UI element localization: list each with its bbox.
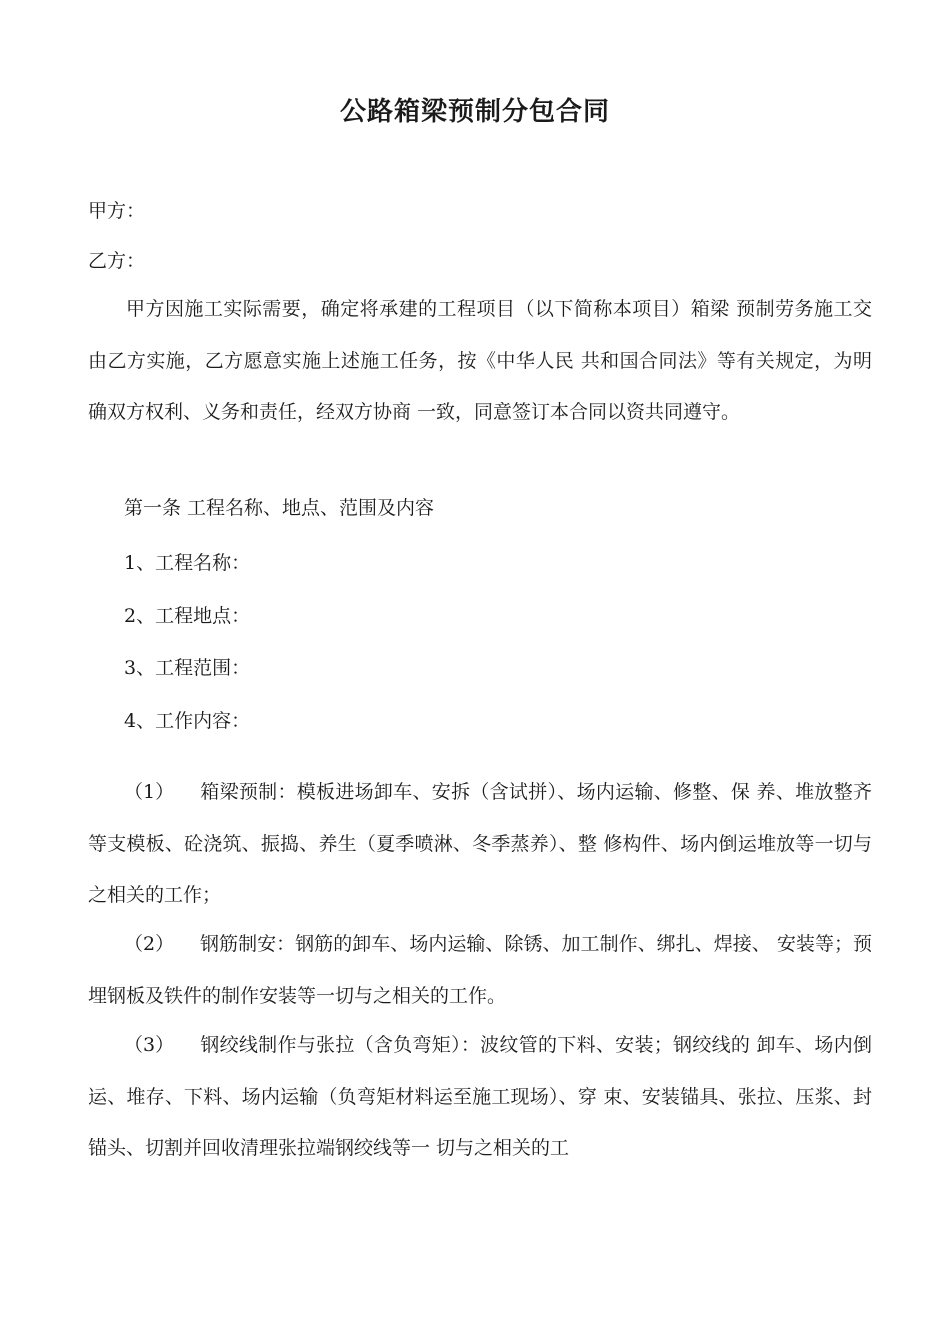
item-project-name: 1、工程名称： (124, 552, 251, 574)
clause-3 (88, 1020, 872, 1175)
party-b-label: 乙方： (88, 250, 146, 272)
item-work-content: 4、工作内容： (124, 710, 251, 732)
clause-3-number: （3） (124, 1034, 175, 1056)
clause-1-number: （1） (124, 781, 175, 803)
item-project-location: 2、工程地点： (124, 605, 251, 627)
item-project-scope: 3、工程范围： (124, 657, 251, 679)
clause-1 (88, 767, 872, 922)
article-1-heading: 第一条 工程名称、地点、范围及内容 (124, 497, 435, 519)
clause-2-text: 钢筋制安：钢筋的卸车、场内运输、除锈、加工制作、绑扎、焊接、 安装等；预埋钢板及铁件的制作安装等一切与之相关的工作。 (88, 933, 872, 1007)
clause-1-text: 箱梁预制：模板进场卸车、安拆（含试拼）、场内运输、修整、保 养、堆放整齐等支模板、砼浇筑、振捣、养生（夏季喷淋、冬季蒸养）、整 修构件、场内倒运堆放等一切与之相关的工作； (88, 781, 872, 906)
document-title: 公路箱梁预制分包合同 (339, 97, 610, 127)
preamble-paragraph: 甲方因施工实际需要，确定将承建的工程项目（以下简称本项目）箱梁 预制劳务施工交由乙方实施，乙方愿意实施上述施工任务，按《中华人民 共和国合同法》等有关规定，为明确双方权利、义务和责任，经双方协商 一致，同意签订本合同以资共同遵守。 (88, 298, 872, 423)
party-a-label: 甲方： (88, 200, 146, 222)
clause-3-text: 钢绞线制作与张拉（含负弯矩）：波纹管的下料、安装；钢绞线的 卸车、场内倒运、堆存、下料、场内运输（负弯矩材料运至施工现场）、穿 束、安装锚具、张拉、压浆、封锚头、切割并回收清理张拉端钢绞线等一 切与之相关的工 (88, 1034, 872, 1159)
clause-2-number: （2） (124, 933, 175, 955)
clause-2 (88, 919, 872, 1022)
